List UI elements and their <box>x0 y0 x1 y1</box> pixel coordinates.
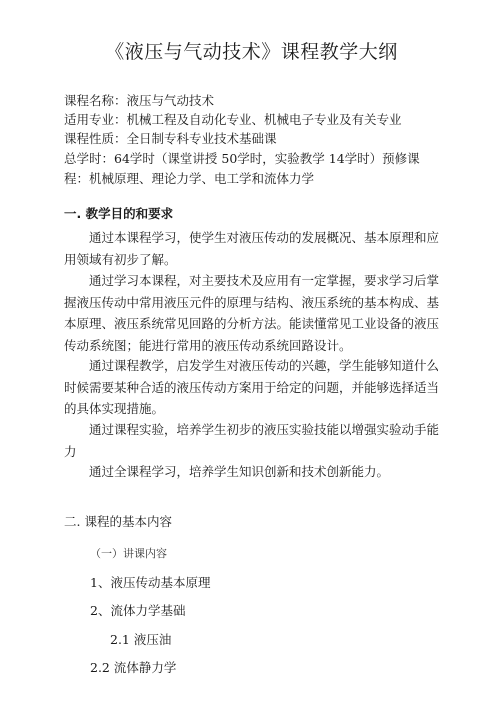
section1-paragraph: 通过课程实验，培养学生初步的液压实验技能以增强实验动手能力 <box>64 422 440 459</box>
section1-heading: 一. 教学目的和要求 <box>64 206 174 221</box>
section2-subheading: （一）讲课内容 <box>90 547 167 560</box>
meta-course-nature: 课程性质：全日制专科专业技术基础课 <box>64 131 277 146</box>
section1-paragraph: 通过全课程学习，培养学生知识创新和技术创新能力。 <box>89 464 390 479</box>
section1-paragraph: 通过课程教学，启发学生对液压传动的兴趣，学生能够知道什么时候需要某种合适的液压传动方案用于给定的问题，并能够选择适当的具体实现措施。 <box>64 358 440 416</box>
content-item: 2.2 流体静力学 <box>90 660 177 675</box>
section1-paragraph: 通过本课程学习，使学生对液压传动的发展概况、基本原理和应用领域有初步了解。 <box>64 230 440 267</box>
document-title: 《液压与气动技术》课程教学大纲 <box>105 41 398 63</box>
section2-heading: 二. 课程的基本内容 <box>64 514 172 529</box>
content-item: 2、流体力学基础 <box>90 603 186 618</box>
meta-total-hours-line1: 总学时：64学时（课堂讲授 50学时，实验教学 14学时）预修课 <box>64 151 420 166</box>
meta-total-hours-line2: 程：机械原理、理论力学、电工学和流体力学 <box>64 171 315 186</box>
meta-course-name: 课程名称：液压与气动技术 <box>64 93 215 108</box>
content-item: 1、液压传动基本原理 <box>90 575 211 590</box>
content-item: 2.1 液压油 <box>110 632 172 647</box>
meta-applicable-major: 适用专业：机械工程及自动化专业、机械电子专业及有关专业 <box>64 112 402 127</box>
section1-paragraph: 通过学习本课程，对主要技术及应用有一定掌握，要求学习后掌握液压传动中常用液压元件的原理与结构、液压系统的基本构成、基本原理、液压系统常见回路的分析方法。能读懂常见工业设备的液压传动系统图；能进行常用的液压传动系统回路设计。 <box>64 273 440 353</box>
